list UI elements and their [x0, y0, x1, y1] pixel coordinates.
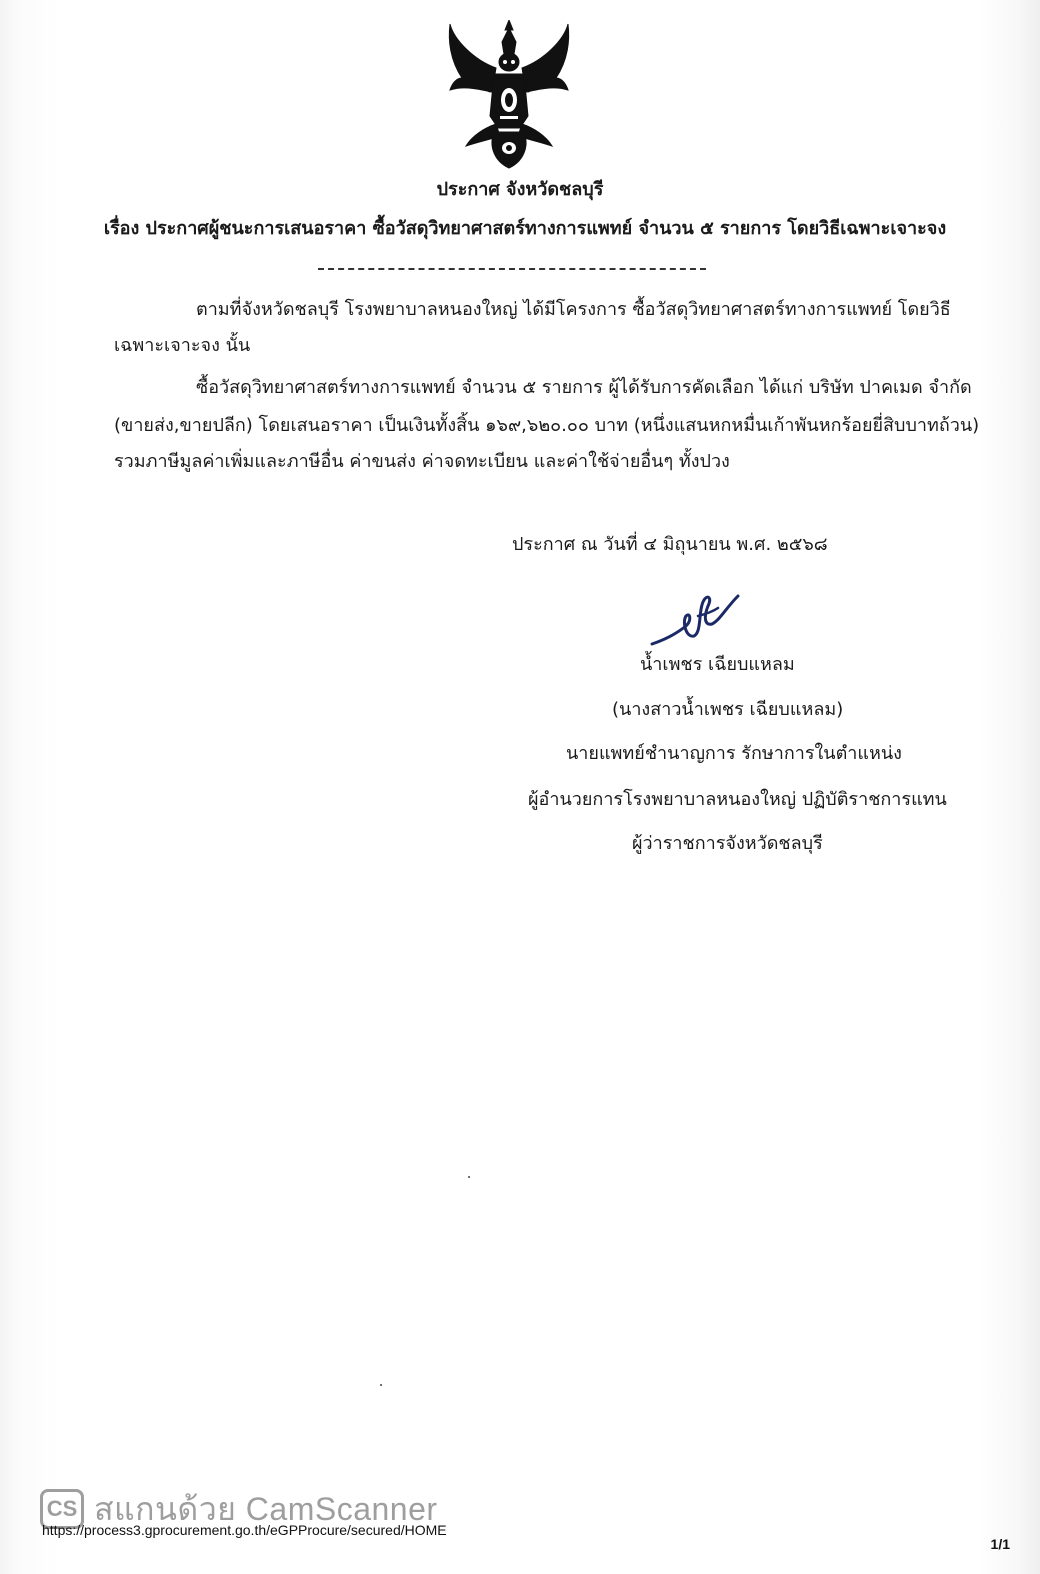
garuda-emblem-icon — [444, 20, 574, 170]
camscanner-logo-icon: CS — [40, 1489, 84, 1529]
signatory-position-3: ผู้ว่าราชการจังหวัดชลบุรี — [632, 833, 823, 854]
scan-speck — [380, 1384, 382, 1386]
handwritten-signature — [646, 586, 746, 656]
divider-line — [318, 268, 706, 270]
footer-url: https://process3.gprocurement.go.th/eGPProcure/secured/HOME — [42, 1522, 447, 1538]
paragraph2-line3: รวมภาษีมูลค่าเพิ่มและภาษีอื่น ค่าขนส่ง ค่าจดทะเบียน และค่าใช้จ่ายอื่นๆ ทั้งปวง — [114, 451, 730, 472]
announcement-subject: เรื่อง ประกาศผู้ชนะการเสนอราคา ซื้อวัสดุวิทยาศาสตร์ทางการแพทย์ จำนวน ๕ รายการ โดยวิธีเฉพาะเจาะจง — [103, 218, 947, 239]
signature-name: น้ำเพชร เฉียบแหลม — [640, 654, 795, 675]
scan-speck — [468, 1176, 470, 1178]
paragraph2-line2: (ขายส่ง,ขายปลีก) โดยเสนอราคา เป็นเงินทั้งสิ้น ๑๖๙,๖๒๐.๐๐ บาท (หนึ่งแสนหกหมื่นเก้าพันหกร้อยยี่สิบบาทถ้วน) — [114, 415, 980, 436]
paragraph2-line1: ซื้อวัสดุวิทยาศาสตร์ทางการแพทย์ จำนวน ๕ รายการ ผู้ได้รับการคัดเลือก ได้แก่ บริษัท ปาคเมด จำกัด — [196, 377, 972, 398]
page-number: 1/1 — [990, 1536, 1010, 1552]
announcement-date: ประกาศ ณ วันที่ ๔ มิถุนายน พ.ศ. ๒๕๖๘ — [512, 534, 828, 555]
signatory-position-1: นายแพทย์ชำนาญการ รักษาการในตำแหน่ง — [566, 743, 902, 764]
paragraph1-line1: ตามที่จังหวัดชลบุรี โรงพยาบาลหนองใหญ่ ได้มีโครงการ ซื้อวัสดุวิทยาศาสตร์ทางการแพทย์ โดยวิธี — [196, 299, 951, 320]
announcement-title: ประกาศ จังหวัดชลบุรี — [436, 179, 604, 200]
signatory-full-name: (นางสาวน้ำเพชร เฉียบแหลม) — [612, 699, 844, 720]
signatory-position-2: ผู้อำนวยการโรงพยาบาลหนองใหญ่ ปฏิบัติราชการแทน — [528, 789, 947, 810]
watermark-text: สแกนด้วย CamScanner — [94, 1490, 438, 1527]
paragraph1-line2: เฉพาะเจาะจง นั้น — [114, 335, 251, 356]
